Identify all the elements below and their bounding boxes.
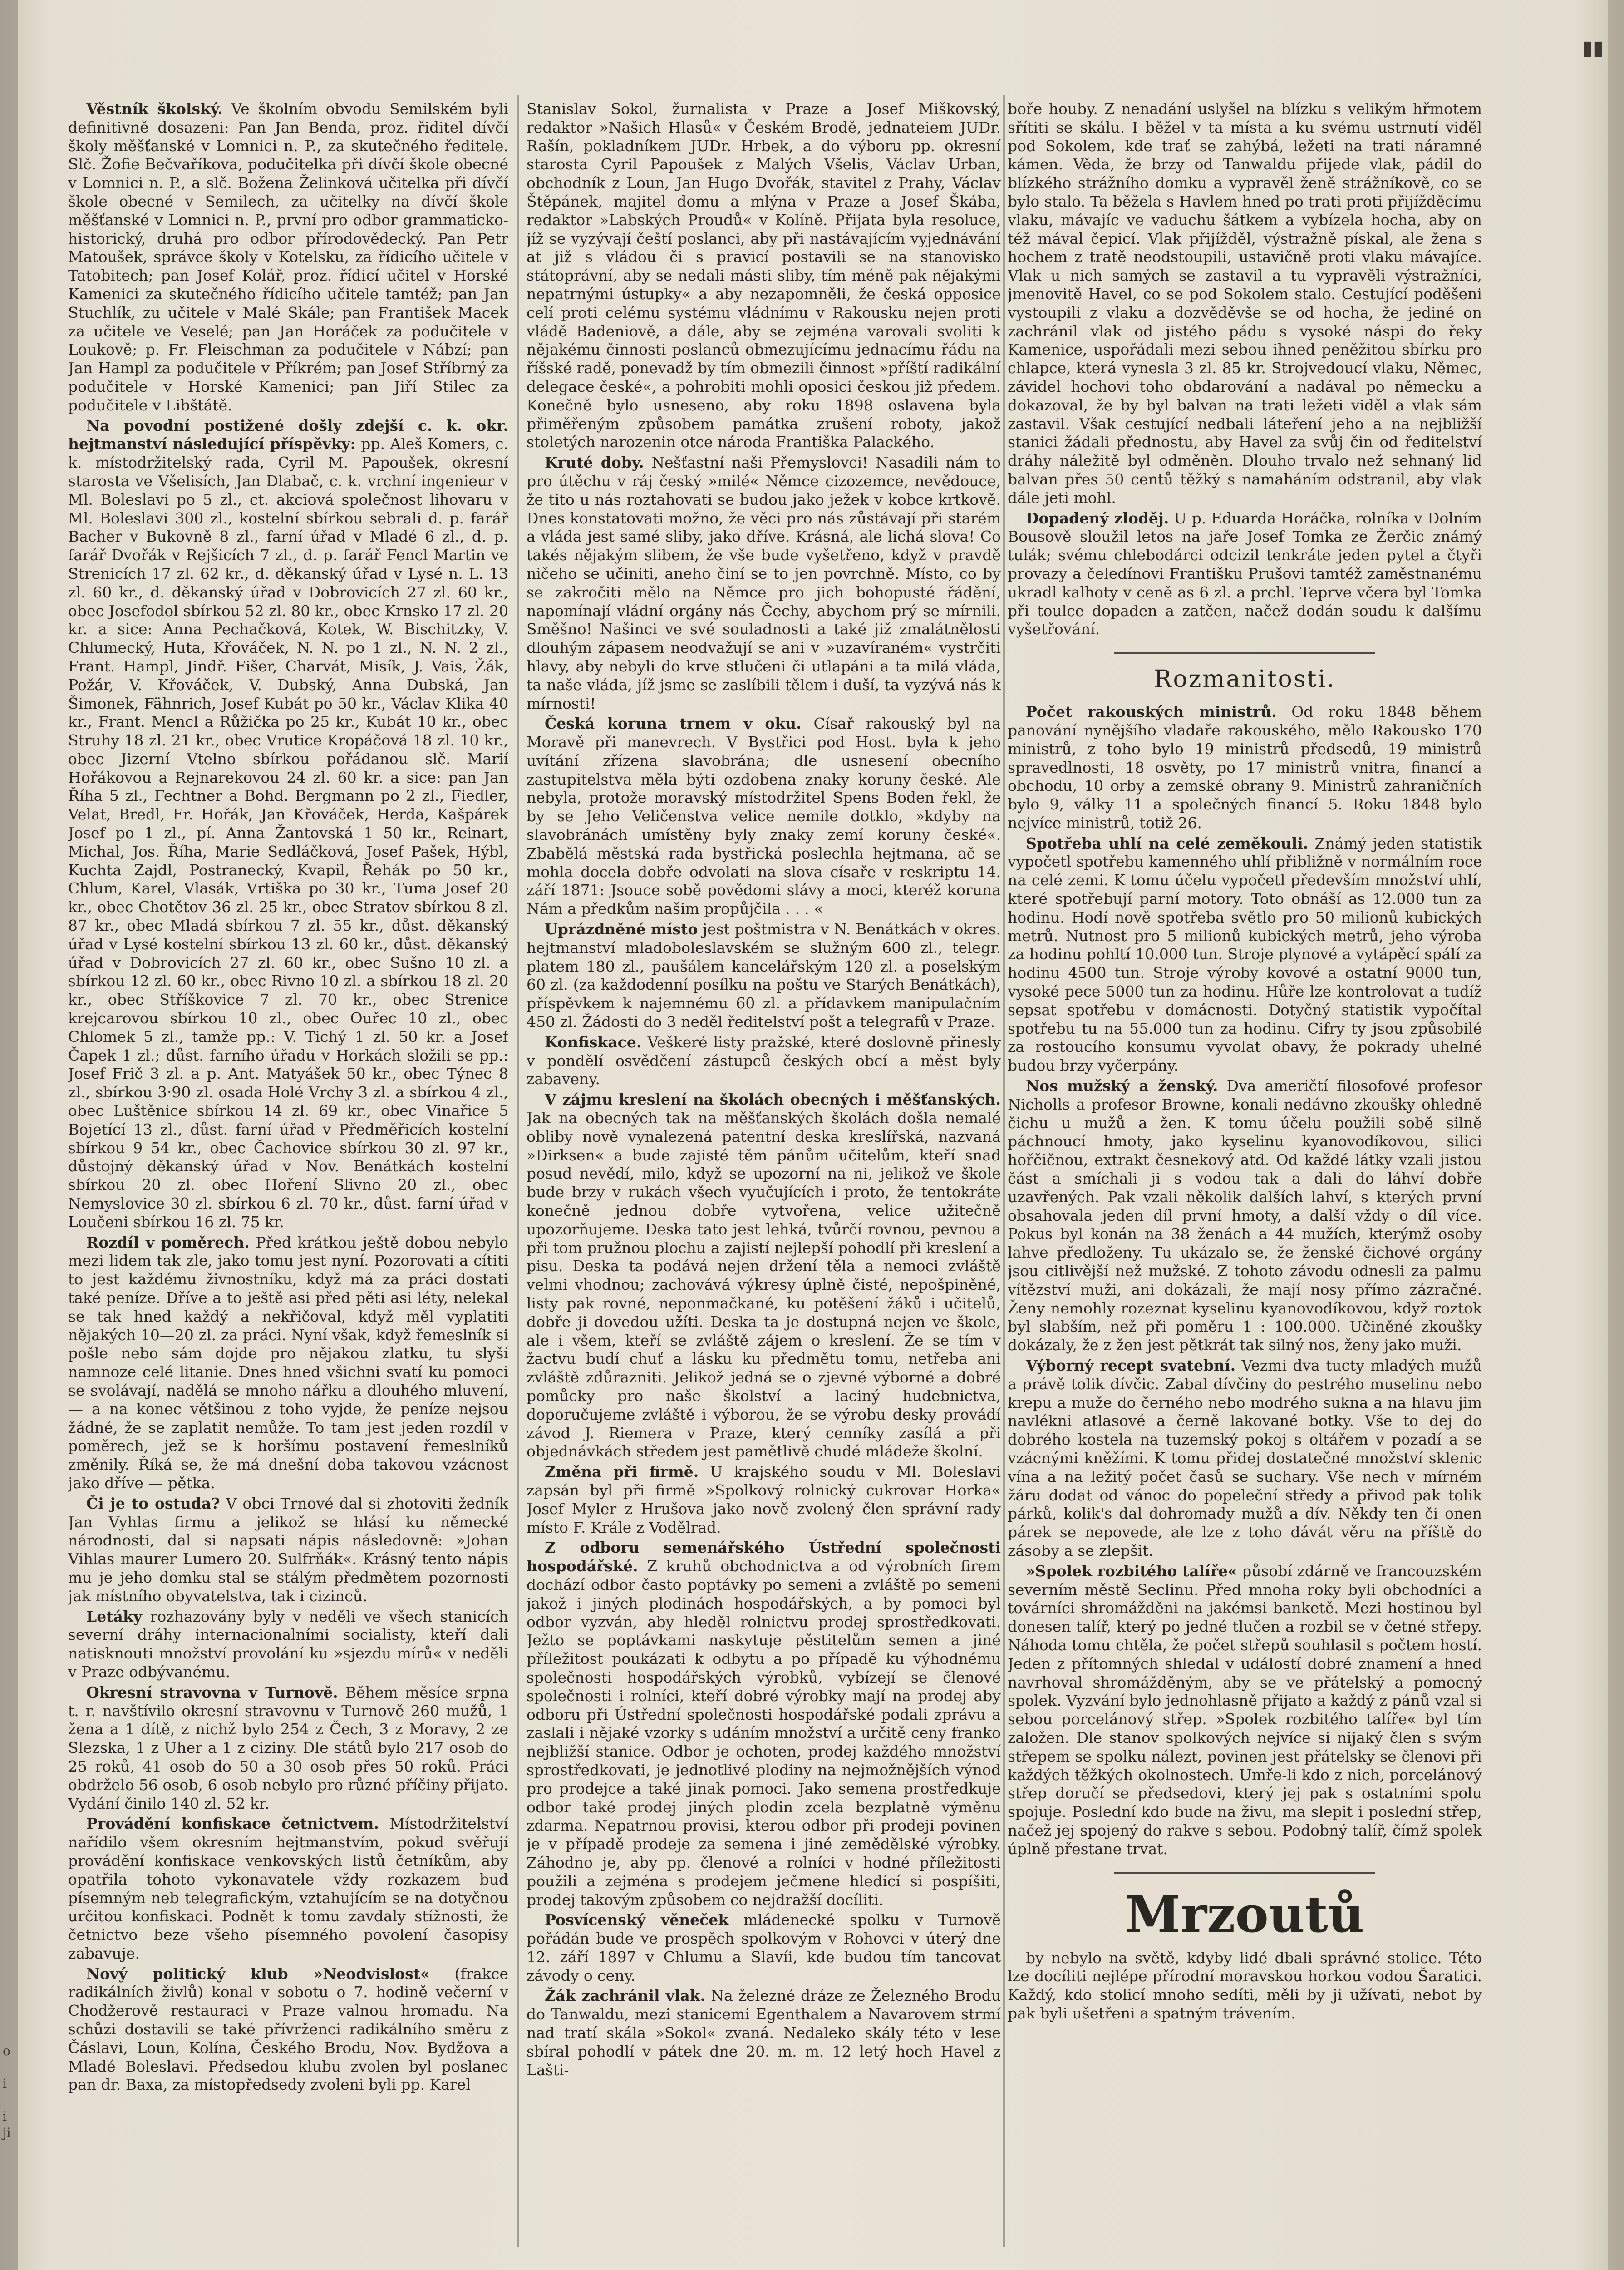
- article-paragraph: [527, 1033, 1001, 1089]
- article-body: Ve školním obvodu Semilském byli definitivně dosazeni: Pan Jan Benda, proz. řiditel dívčí školy měšťanské v Lomnici n. P., za skutečného ředitele. Slč. Žofie Bečvaříkova, podučitelka při dívčí škole obecné v Lomnici n. P., a slč. Božena Želinková učitelka při dívčí škole obecné v Semilech, za učitelky na dívčí škole měšťanské v Lomnici n. P., první pro odbor grammaticko-historický, druhá pro odbor přírodovědecký. Pan Petr Matoušek, správce školy v Kotelsku, za řídicího učitele v Tatobitech; pan Josef Kolář, proz. řídicí učitel v Horské Kamenici za skutečného řídicího učitele tamtéž; pan Jan Stuchlík, zu učitele v Malé Skále; pan František Macek za učitele ve Veselé; pan Jan Horáček za podučitele v Loukově; p. Fr. Fleischman za podučitele v Nábzí; pan Jan Hampl za podučitele v Příkrém; pan Josef Stříbrný za podučitele v Horské Kamenici; pan Jiří Stilec za podučitele v Libštátě.: [68, 100, 508, 414]
- article-body: pp. Aleš Komers, c. k. místodržitelský rada, Cyril M. Papoušek, okresní starosta ve Všelisích, Jan Dlabač, c. k. vrchní ingenieur v Ml. Boleslavi po 5 zl., ct. akciová společnost lihovaru v Ml. Boleslavi 300 zl., kostelní sbírkou sebrali d. p. farář Bacher v Bukovně 8 zl., farní úřad v Mladé 6 zl., d. p. farář Dvořák v Rejšicích 7 zl., d. p. farář Fencl Martin ve Strenicích 17 zl. 62 kr., d. děkanský úřad v Lysé n. L. 13 zl. 60 kr., d. děkanský úřad v Dobrovicích 27 zl. 60 kr., obec Josefodol sbírkou 52 zl. 80 kr., obec Krnsko 17 zl. 20 kr. a sice: Anna Pechačková, Kotek, W. Bischitzky, V. Chlumecký, Huta, Křováček, N. N. po 1 zl., N. N. 2 zl., Frant. Hampl, Jindř. Fišer, Charvát, Misík, J. Vais, Žák, Požár, V. Křováček, V. Dubský, Anna Dubská, Jan Šimonek, Fähnrich, Josef Kubát po 50 kr., Václav Klika 40 kr., Frant. Mencl a Růžička po 25 kr., Kubát 10 kr., obec Struhy 18 zl. 21 kr., obec Vrutice Kropáčová 18 zl. 10 kr., obec Jizerní Vtelno sbírkou pořádanou slč. Marií Hořákovou a Rejnarekovou 24 zl. 60 kr. a sice: pan Jan Říha 5 zl., Fechtner a Bohd. Bergmann po 2 zl., Fiedler, Velat, Bredl, Fr. Hořák, Jan Křováček, Herda, Kašpárek Josef po 1 zl., pí. Anna Žantovská 1 50 kr., Reinart, Michal, Jos. Říha, Marie Sedláčková, Josef Pašek, Hýbl, Kuchta Zajdl, Postranecký, Kvapil, Řehák po 50 kr., Chlum, Karel, Vlasák, Vrtiška po 30 kr., Tuma Josef 20 kr., obec Chotětov 36 zl. 25 kr., obec Stratov sbírkou 8 zl. 87 kr., obec Mladá sbírkou 7 zl. 55 kr., důst. děkanský úřad v Lysé kostelní sbírkou 13 zl. 60 kr., důst. děkanský úřad v Dobrovicích 27 zl. 60 kr., obec Sušno 10 zl. a sbírkou 12 zl. 60 kr., obec Rivno 10 zl. a sbírkou 18 zl. 20 kr., obec Stříškovice 7 zl. 70 kr., obec Strenice krejcarovou sbírkou 10 zl., obec Ouřec 10 zl., obec Chlomek 5 zl., tamže pp.: V. Tichý 1 zl. 50 kr. a Josef Čapek 1 zl.; důst. farního úřadu v Horkách složili se pp.: Josef Frič 3 zl. a p. Ant. Matyášek 50 kr., obec Týnec 8 zl., sbírkou 3·90 zl. osada Holé Vrchy 3 zl. a sbírkou 4 zl., obec Luštěnice sbírkou 14 zl. 69 kr., obec Vinařice 5 Bojetící 13 zl., důst. farní úřad v Předměřicích kostelní sbírkou 9 54 kr., obec Čachovice sbírkou 30 zl. 97 kr., důstojný děkanský úřad v Nov. Benátkách kostelní sbírkou 20 zl. obec Hoření Slivno 20 zl., obec Nemyslovice 30 zl. sbírkou 6 zl. 70 kr., důst. farní úřad v Loučeni sbírkou 16 zl. 75 kr.: [68, 435, 508, 1231]
- article-body: jest poštmistra v N. Benátkách v okres. hejtmanství mladoboleslavském se služným 600 zl., telegr. platem 180 zl., paušálem kancelářským 120 zl. a poselským 60 zl. (za každodenní posílku na poštu ve Starých Benátkách), příspěvkem k najemnému 60 zl. a přídavkem manipulačním 450 zl. Žádosti do 3 neděl ředitelství pošt a telegrafů v Praze.: [527, 920, 1001, 1031]
- margin-print-marks: o i i ji: [3, 2043, 11, 2140]
- article-paragraph: [1008, 703, 1482, 833]
- article-body: by nebylo na světě, kdyby lidé dbali správné stolice. Této lze docíliti nejlépe přírodní moravskou horkou vodou Šaratici. Každý, kdo stolicí mnoho sedíti, měli by ji užívati, nebot by pak byli ušetřeni a spatným trávením.: [1008, 1949, 1482, 2022]
- article-body: Vezmi dva tucty mladých mužů a právě tolik dívčic. Zabal dívčiny do pestrého muselinu nebo krepu a muže do černého nebo modrého sukna a na hlavu jim navlékni atlasové a černě lakované botky. Vše to dej do dobrého kostela na tuzemský pokoj s oltářem v pozadí a se vzácnými kněžími. K tomu přidej dostatečné množství sklenic vína a na ležitý počet časů se suchary. Vše nech v mírném žáru dodat od vánoc do popeleční středy a přivod pak tolik párků, kolik's dal dohromady mužů a dív. Někdy ten či onen párek se nepovede, ale lze z toho dávát věru na příště do zásoby a se zlepšit.: [1008, 1357, 1482, 1559]
- article-paragraph: [527, 715, 1001, 918]
- article-body: U p. Eduarda Horáčka, rolníka v Dolním Bousově sloužil letos na jaře Josef Tomka ze Žerčic známý tulák; svému chlebodárci odcizil tenkráte jeden pytel a čtyři provazy a čeledínovi Františku Prušovi tamtéž zaměstnanému ukradl kalhoty v ceně as 6 zl. a prchl. Teprve včera byl Tomka při toulce dopaden a zatčen, načež dodán soudu k dalšímu vyšetřování.: [1008, 509, 1482, 638]
- column-left: [68, 100, 508, 2243]
- article-headline: Rozdíl v poměrech.: [86, 1233, 250, 1251]
- article-body: (frakce radikálních živlů) konal v sobotu o 7. hodině večerní v Chodžerově restauraci v Praze valnou hromadu. Na schůzi dostavili se také přívrženci radikálního směru z Čáslavi, Loun, Kolína, Českého Brodu, Nov. Bydžova a Mladé Boleslavi. Předsedou klubu zvolen byl poslanec pan dr. Baxa, za místopředsedy zvoleni byli pp. Karel: [68, 1964, 508, 2094]
- article-body: U krajského soudu v Ml. Boleslavi zapsán byl při firmě »Spolkový rolnický cukrovar Horka« Josef Myler z Hrušova jako nově zvolený člen správní rady místo F. Krále z Vodělrad.: [527, 1463, 1001, 1536]
- article-headline: Provádění konfiskace četnictvem.: [86, 1815, 379, 1833]
- article-paragraph: [68, 1683, 508, 1813]
- article-headline: Či je to ostuda?: [86, 1494, 220, 1512]
- article-paragraph: [1008, 509, 1482, 639]
- article-body: Během měsíce srpna t. r. navštívilo okresní stravovnu v Turnově 260 mužů, 1 žena a 1 dítě, z nichž bylo 254 z Čech, 3 z Moravy, 2 ze Slezska, 1 z Uher a 1 z ciziny. Dle států bylo 217 osob do 25 roků, 41 osob do 50 a 30 osob přes 50 roků. Práci obdrželo 56 osob, 6 osob nebylo pro různé příčiny přijato. Vydání činilo 140 zl. 52 kr.: [68, 1683, 508, 1812]
- article-headline: Dopadený zloděj.: [1026, 509, 1169, 527]
- article-body: Nešťastní naši Přemyslovci! Nasadili nám to pro útěchu v ráj český »milé« Němce cizozemce, nevědouce, že tito u nás roztahovati se budou jako ježek v kobce krtkově. Dnes konstatovati možno, že věci pro nás zůstávají při starém a vláda jest samé sliby, jako dříve. Krásná, ale lichá slova! Co takés nějakým slibem, že vše bude vyšetřeno, když v pravdě ničeho se učiniti, aneho činí se to jen povrchně. Místo, co by se zakročiti mělo na Němce pro jich bohopusté řádění, napomínají vládní orgány nás Čechy, abychom prý se mírnili. Směšno! Našinci ve své souladnosti a také již zmalátnělosti dlouhým zápasem neodvažují se ani v »uzavíraném« vystrčiti hlavy, aby nebyli do krve stlučeni či utlapáni a ta milá vláda, ta naše vláda, jíž jsme se zaslíbili tělem i duší, ta vyzývá nás k mírnosti!: [527, 454, 1001, 712]
- article-headline: Kruté doby.: [545, 454, 644, 472]
- article-body: V obci Trnové dal si zhotoviti žedník Jan Vyhlas firmu a jelikož se hlásí ku německé národnosti, dal si napsati nápis následovně: »Johan Vihlas maurer Lumero 20. Sulfrňák«. Krásný tento nápis mu je jeho domku stal se stálým předmětem pozornosti jak místního obyvatelstva, tak i cizinců.: [68, 1494, 508, 1605]
- article-headline: Nos mužský a ženský.: [1026, 1077, 1218, 1095]
- page-edge-left: [0, 0, 18, 2270]
- article-headline: Počet rakouských ministrů.: [1026, 703, 1277, 721]
- article-paragraph: [68, 1234, 508, 1493]
- article-body: Před krátkou ještě dobou nebylo mezi lidem tak zle, jako tomu jest nyní. Pozorovati a cítiti to jest každému živnostníku, když má za práci dostati také peníze. Dříve a to ještě asi před pěti asi léty, nelekal se tak hned každý a nekřičoval, když měl vyplatiti nějakých 10—20 zl. za práci. Nyní však, když řemeslník si pošle nebo sám dojde pro nějakou zlatku, tu slyší namnoze celé litanie. Dnes hned všichni svatí ku pomoci se svolávají, nadělá se mnoho nářku a dlouhého mluvení, — a na konec většinou z toho vyjde, že peníze nejsou žádné, že se zaplatit nemůže. To tam jest jeden rozdíl v poměrech, jež se k horšímu postavení řemeslníků změnily. Říká se, že má dnešní doba takovou vzácnost jako dříve — pětka.: [68, 1233, 508, 1492]
- section-heading: Rozmanitosti.: [1154, 666, 1336, 693]
- article-body: mládenecké spolku v Turnově pořádán bude ve prospěch spolkovým v Rohovci v úterý dne 12. září 1897 v Chlumu a Slavíi, kde budou tím tancovat závody o ceny.: [527, 1911, 1001, 1984]
- article-paragraph: [527, 1091, 1001, 1461]
- article-headline: Česká koruna trnem v oku.: [545, 715, 802, 733]
- article-paragraph: [527, 1987, 1001, 2079]
- article-headline: Žák zachránil vlak.: [545, 1987, 706, 2005]
- article-body: Veškeré listy pražské, které doslovně přinesly v pondělí osvědčení zástupců českých obcí a měst byly zabaveny.: [527, 1033, 1001, 1088]
- column-right: [1008, 100, 1482, 2243]
- article-paragraph: [527, 1463, 1001, 1537]
- article-headline: Na povodní postižené došly zdejší c. k. okr. hejtmanství následující příspěvky:: [68, 416, 508, 453]
- article-paragraph: [527, 920, 1001, 1031]
- column-rule-2: [1003, 95, 1005, 2247]
- article-paragraph: [68, 417, 508, 1232]
- article-headline: Posvícenský věneček: [545, 1911, 729, 1929]
- article-headline: Změna při firmě.: [545, 1463, 699, 1481]
- article-paragraph: [1008, 1077, 1482, 1355]
- article-headline: Nový politický klub »Neodvislost«: [86, 1964, 430, 1983]
- article-paragraph: [1008, 100, 1482, 508]
- article-body: Dva američtí filosofové profesor Nicholls a profesor Browne, konali nedávno zkoušky ohledně čichu u mužů a žen. K tomu účelu použili sobě silně páchnoucí hmoty, jako kyselinu kyanovodíkovou, silici hořčičnou, extrakt česnekový atd. Od každé látky vzali jistou část a smíchali ji s vodou tak a dali do láhví dobře uzavřených. Pak vzali několik dalších lahví, s kterých první obsahovala jeden díl první hmoty, a další vždy o díl více. Pokus byl konán na 38 ženách a 44 mužích, kterýmž osoby lahve předloženy. Tu ukázalo se, že ženské čichové orgány jsou citlivější než mužské. Z tohoto závodu odnesli za palmu vítězství muži, ani dokázali, že mají nosy přímo zázračné. Ženy nemohly rozeznat kyselinu kyanovodíkovou, když roztok byl slabším, než při poměru 1 : 100.000. Učiněné zkoušky dokázaly, že z žen jest pětkrát tak silný nos, ženy jako muži.: [1008, 1077, 1482, 1354]
- article-paragraph: [68, 1815, 508, 1963]
- article-body: Stanislav Sokol, žurnalista v Praze a Josef Miškovský, redaktor »Našich Hlasů« v Českém Brodě, jednateiem JUDr. Rašín, pokladníkem JUDr. Hrbek, a do výboru pp. okresní starosta Cyril Papoušek z Malých Všelis, Václav Urban, obchodník z Loun, Jan Hugo Dvořák, stavitel z Prahy, Václav Štěpánek, majitel domu a mlýna v Praze a Josef Škába, redaktor »Labských Proudů« v Kolíně. Přijata byla resoluce, jíž se vyzývají čeští poslanci, aby při nastávajícím vyjednávání at již s vládou či s pravicí postavili se na stanovisko státoprávní, aby se nedali másti sliby, tím méně pak nějakými nepatrnými ústupky« a aby nezapomněli, že česká opposice celí proti celému systému vládnímu v Rakousku nejen proti vládě Badeniově, a dále, aby se zejména varovali svoliti k nějakému činnosti poslanců obmezujícímu jednacímu řádu na říšské radě, ponevadž by tím obmezili činnost »příští radikální delegace české«, a pohrobiti mohli oposici českou již předem. Konečně bylo usneseno, aby roku 1898 oslavena byla přiměřeným způsobem památka zrušení roboty, jakož stoletých narozenin otce národa Františka Palackého.: [527, 100, 1001, 451]
- article-paragraph: [1008, 834, 1482, 1075]
- article-body: Známý jeden statistik vypočetl spotřebu kamenného uhlí přibližně v normálním roce na celé zemi. K tomu účelu vypočetl především množství uhlí, které spotřebují parní motory. Toto obnáší as 12.000 tun za hodinu. Hodí nově spotřeba světlo pro 50 milionů kubických metrů. Nutnost pro 5 milionů kubických metrů, jeho výroba za hodinu pohltí 10.000 tun. Stroje plynové a vytápěcí spálí za hodinu 4500 tun. Stroje výroby kovové a ostatní 9000 tun, vysoké pece 5000 tun za hodinu. Hůře lze kontrolovat a tudíž sepsat spotřebu v domácnosti. Dotyčný statistik vypočítal spotřebu tu na 55.000 tun za hodinu. Cifry ty jsou způsobilé za rostoucího konsumu vyvolat obavy, že pokrady uhelné budou brzy vyčerpány.: [1008, 834, 1482, 1075]
- article-body: boře houby. Z nenadání uslyšel na blízku s velikým hřmotem sřítiti se skálu. I běžel v ta místa a ku svému ustrnutí viděl pod Sokolem, kde trať se zahýbá, ležeti na trati náramné kámen. Věda, že brzy od Tanwaldu přijede vlak, pádil do blízkého strážního domku a vypravěl ženě strážníkově, co se bylo stalo. Ta běžela s Havlem hned po trati proti přijížděcímu vlaku, mávajíc ve vaduchu šátkem a vybízela hocha, aby on též mával čepicí. Vlak přijížděl, výstražně pískal, ale žena s hochem z tratě neodstoupili, ustavičně proti vlaku mávajíce. Vlak u nich samých se zastavil a tu vypravěli výstražníci, jmenovitě Havel, co se pod Sokolem stalo. Cestující poděšeni vystoupili z vlaku a dozvěděvše se od hocha, že jediné on zachránil vlak od jistého pádu s vysoké náspi do řeky Kamenice, uspořádali mezi sebou ihned peněžitou sbírku pro chlapce, která vynesla 3 zl. 85 kr. Strojvedoucí vlaku, Němec, závidel hochovi toho obdarování a nadával po německu a dokazoval, že by byl balvan na trati ležeti viděl a vlak sám zastavil. Však cestující nedbali láteření jeho a na nejbližší stanici žádali přednostu, aby Havel za svůj čin od ředitelství dráhy náležitě byl odměněn. Dlouho trvalo než sehnaný lid balvan přes 50 centů těžký s namaháním odstranil, aby vlak dále jeti mohl.: [1008, 100, 1482, 507]
- article-headline: Z odboru semenářského Ústřední společnosti hospodářské.: [527, 1539, 1001, 1575]
- column-middle: [527, 100, 1001, 2243]
- column-rule-1: [517, 95, 519, 2247]
- article-body: Z kruhů obchodnictva a od výrobních firem dochází odbor často poptávky po semeni a zvláště po semeni jakož i jiných plodinách hospodářských, a by pomoci byl odbor vyzván, aby hleděl rolnictvu prodej sprostředkovati. Ježto se poptávkami naskytuje pěstitelům semen a jiné příležitost poukázati k odbytu a po případě ku výhodnému společnosti hospodářských výrobků, vybízejí se členové společnosti i rolníci, kteří dobré výrobky mají na prodej aby odboru při Ústřední společnosti hospodářské podali zprávu a zaslali i nějaké vzorky s udáním množství a určitě ceny franko nejbližší stanice. Odbor je ochoten, prodej každého množství sprostředkovati, je jednotlivé plodiny na nejmožnějších výnod pro prodejce a také jinak pomoci. Jako semena prostředkuje odbor také prodej jiných plodin zcela bezplatně výměnu zdarma. Nepatrnou provisi, kterou odbor při prodeji povinen je v případě prodeje za semena i jiné zemědělské výrobky. Záhodno je, aby pp. členové a rolníci v hodné příležitosti použili a zejména s prodejem ječmene hledící si pospíšiti, prodej takovým způsobem co nejdražší docíliti.: [527, 1557, 1001, 1909]
- section-divider: [1114, 652, 1375, 654]
- article-paragraph: [1008, 1949, 1482, 2023]
- article-paragraph: [527, 454, 1001, 713]
- article-paragraph: [68, 1495, 508, 1606]
- article-body: Místodržitelství nařídilo všem okresním hejtmanstvím, pokud svěřují provádění konfiskace venkovských listů četníkům, aby opatřila tohoto vykonavatele vždy rozkazem buď písemným neb telegrafickým, vztahujícím se na dotyčnou určitou konfiskaci. Podnět k tomu zavdaly stížnosti, že četnictvo beze všeho písemného povolení časopisy zabavuje.: [68, 1815, 508, 1962]
- article-body: Od roku 1848 během panování nynějšího vladaře rakouského, mělo Rakousko 170 ministrů, z toho bylo 19 ministrů předsedů, 19 ministrů spravedlnosti, 18 osvěty, po 17 ministrů vnitra, financí a obchodu, 10 orby a zemské obrany 9. Ministrů zahraničních bylo 9, války 11 a společných financí 5. Roku 1848 bylo nejvíce ministrů, totiž 26.: [1008, 703, 1482, 832]
- advert-heading: Mrzoutů: [1125, 1885, 1364, 1944]
- page-edge-right: [1608, 0, 1624, 2270]
- article-headline: Uprázdněné místo: [545, 920, 698, 938]
- article-headline: »Spolek rozbitého talíře«: [1026, 1562, 1237, 1580]
- article-paragraph: [68, 1608, 508, 1682]
- article-headline: Konfiskace.: [545, 1033, 642, 1051]
- article-body: Císař rakouský byl na Moravě při manevrech. V Bystřici pod Host. byla k jeho uvítání zřízena slavobrána; dle usnesení obecního zastupitelstva měla býti ozdobena znaky koruny české. Ale nebyla, protože moravský místodržitel Spens Boden řekl, že by se Jeho Veličenstva velice nemile dotklo, »kdyby na slavobránách umístěny byly znaky zemí koruny české«. Zbabělá městská rada bystřická poslechla hejtmana, ač se mohla docela dobře odvolati na slova císaře v reskriptu 14. září 1871: Jsouce sobě povědomi slávy a moci, kteréž koruna Nám a předkům našim propůjčila . . . «: [527, 715, 1001, 918]
- article-headline: Věstník školský.: [86, 100, 223, 118]
- article-body: rozhazovány byly v neděli ve všech stanicích severní dráhy internacionalními socialisty, kteří dali natisknouti množství provolání ku »sjezdu mírů« v neděli v Praze odbývanému.: [68, 1607, 508, 1681]
- corner-print-marks: ▮▮: [1582, 36, 1604, 59]
- article-headline: Spotřeba uhlí na celé zeměkouli.: [1026, 834, 1309, 852]
- article-paragraph: [527, 100, 1001, 452]
- article-paragraph: [1008, 1357, 1482, 1560]
- article-headline: Okresní stravovna v Turnově.: [86, 1683, 338, 1701]
- article-body: působí zdárně ve francouzském severním městě Seclinu. Před mnoha roky byli obchodníci a továrníci shromážděni na jakémsi banketě. Mezi hostinou byl donesen talíř, který po jedné tlučen a rozbil se v četné střepy. Náhoda tomu chtěla, že počet střepů souhlasil s počtem hostí. Jeden z přítomných shledal v událostí dobré znamení a hned navrhoval shromážděným, aby se ve přátelský a pomocný spolek. Vyzvání bylo jednohlasně přijato a každý z pánů vzal si sebou porcelánový střep. »Spolek rozbitého talíře« byl tím založen. Dle stanov spolkových nejvíce si nijaký člen s svým střepem se spolku nálezt, povinen jest přátelsky se členovi při každých těžkých okolnostech. Umře-li kdo z nich, porcelánový střep doručí se předsedovi, který jej pak s ostatními spolu spojuje. Poslední kdo bude na živu, ma slepit i poslední střep, načež jej spojený do rakve s sebou. Podobný talíř, čímž spolek úplně přestane trvat.: [1008, 1562, 1482, 1858]
- article-headline: Letáky: [86, 1607, 142, 1625]
- advert-divider: [1114, 1872, 1375, 1874]
- article-headline: V zájmu kreslení na školách obecných i měšťanských.: [545, 1091, 1001, 1109]
- article-body: Na železné dráze ze Železného Brodu do Tanwaldu, mezi stanicemi Egenthalem a Navarovem strmí nad tratí skála »Sokol« zvaná. Nedaleko skály této v lese sbíral pohodlí v pátek dne 20. m. m. 12 letý hoch Havel z Lašti-: [527, 1987, 1001, 2079]
- article-paragraph: [527, 1911, 1001, 1985]
- article-paragraph: [1008, 1562, 1482, 1859]
- article-headline: Výborný recept svatební.: [1026, 1357, 1236, 1374]
- article-paragraph: [527, 1539, 1001, 1909]
- article-paragraph: [68, 100, 508, 415]
- article-body: Jak na obecných tak na měšťanských školách došla nemalé obliby nově vynalezená patentní deska kreslířská, nazvaná »Dirksen« a bude zajisté těm pánům učitelům, kteří snad posud nevědí, milo, když se upozorní na ni, jelikož ve škole bude brzy v rukách všech vyučujících i proto, že tentokráte konečně jednou dobře vytvořena, velice užitečně upozorňujeme. Deska tato jest lehká, tvůrčí rovnou, pevnou a při tom pružnou plochu a zajistí nejlepší pohodlí při kreslení a pisu. Deska ta podává nejen držení těla a nemoci zvláště velmi vhodnou; zachovává výkresy úplně čisté, nepošpiněné, listy pak rovné, neponmačkané, ku potěšení žáků i učitelů, dobře ji dovedou užíti. Deska ta je dostupná nejen ve škole, ale i všem, kteří se zvláště zájem o kreslení. Že se tím v žactvu budí chuť a lásku ku předmětu tomu, netřeba ani zvláště zdůrazniti. Jelikož jedná se o zjevné výborné a dobré pomůcky pro naše školství a laciný hudebnictva, doporučujeme zvláště i výborou, že se výrobu desky provádí závod J. Riemera v Praze, který cenníky zasílá a při objednávkách středem jest pamětlivě chudé mládeže školní.: [527, 1109, 1001, 1461]
- article-paragraph: [68, 1965, 508, 2095]
